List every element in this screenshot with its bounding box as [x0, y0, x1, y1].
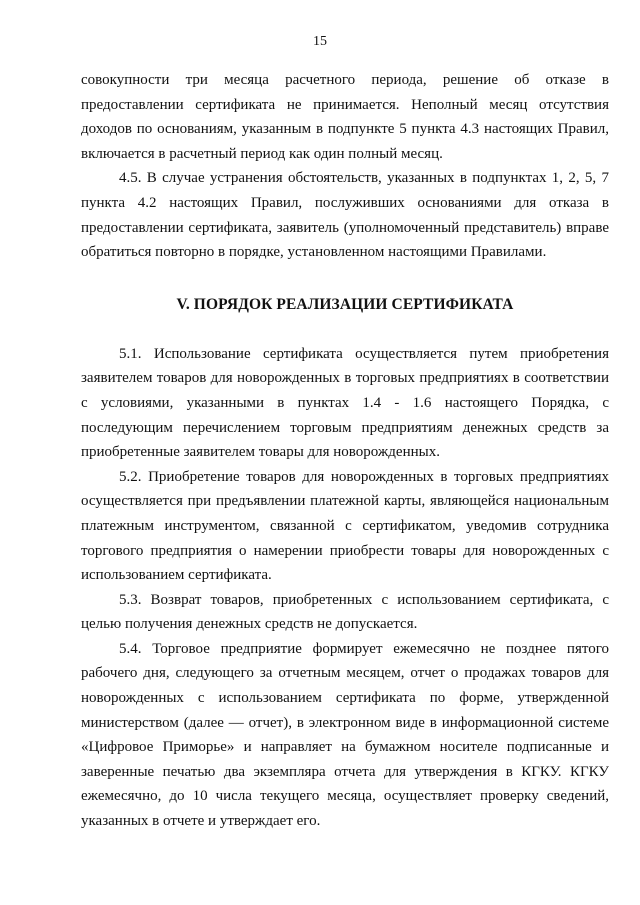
- document-body: [81, 68, 609, 834]
- section-title: V. ПОРЯДОК РЕАЛИЗАЦИИ СЕРТИФИКАТА: [176, 295, 514, 313]
- page-number: 15: [313, 34, 327, 49]
- paragraph-5-4: 5.4. Торговое предприятие формирует ежемесячно не позднее пятого рабочего дня, следующего за отчетным месяцем, отчет о продажах товаров для новорожденных с использованием сертификата по форме, утвержденной министерством (далее — отчет), в электронном виде в информационной системе «Цифровое Приморье» и направляет на бумажном носителе подписанные и заверенные печатью два экземпляра отчета для утверждения в КГКУ. КГКУ ежемесячно, до 10 числа текущего месяца, осуществляет проверку сведений, указанных в отчете и утверждает его.: [81, 640, 609, 830]
- paragraph-5-2: 5.2. Приобретение товаров для новорожденных в торговых предприятиях осуществляется при предъявлении платежной карты, являющейся национальным платежным инструментом, связанной с сертификатом, уведомив сотрудника торгового предприятия о намерении приобрести товары для новорожденных с использованием сертификата.: [81, 468, 609, 584]
- paragraph-continuation: совокупности три месяца расчетного периода, решение об отказе в предоставлении сертификата не принимается. Неполный месяц отсутствия доходов по основаниям, указанным в подпункте 5 пункта 4.3 настоящих Правил, включается в расчетный период как один полный месяц.: [81, 72, 609, 162]
- paragraph-5-3: 5.3. Возврат товаров, приобретенных с использованием сертификата, с целью получения денежных средств не допускается.: [81, 591, 609, 633]
- paragraph-4-5: 4.5. В случае устранения обстоятельств, указанных в подпунктах 1, 2, 5, 7 пункта 4.2 настоящих Правил, послуживших основаниями для отказа в предоставлении сертификата, заявитель (уполномоченный представитель) вправе обратиться повторно в порядке, установленном настоящими Правилами.: [81, 170, 609, 261]
- paragraph-5-1: 5.1. Использование сертификата осуществляется путем приобретения заявителем товаров для новорожденных в торговых предприятиях в соответствии с условиями, указанными в пунктах 1.4 - 1.6 настоящего Порядка, с последующим перечислением торговым предприятиям денежных средств за приобретенные заявителем товары для новорожденных.: [81, 345, 609, 461]
